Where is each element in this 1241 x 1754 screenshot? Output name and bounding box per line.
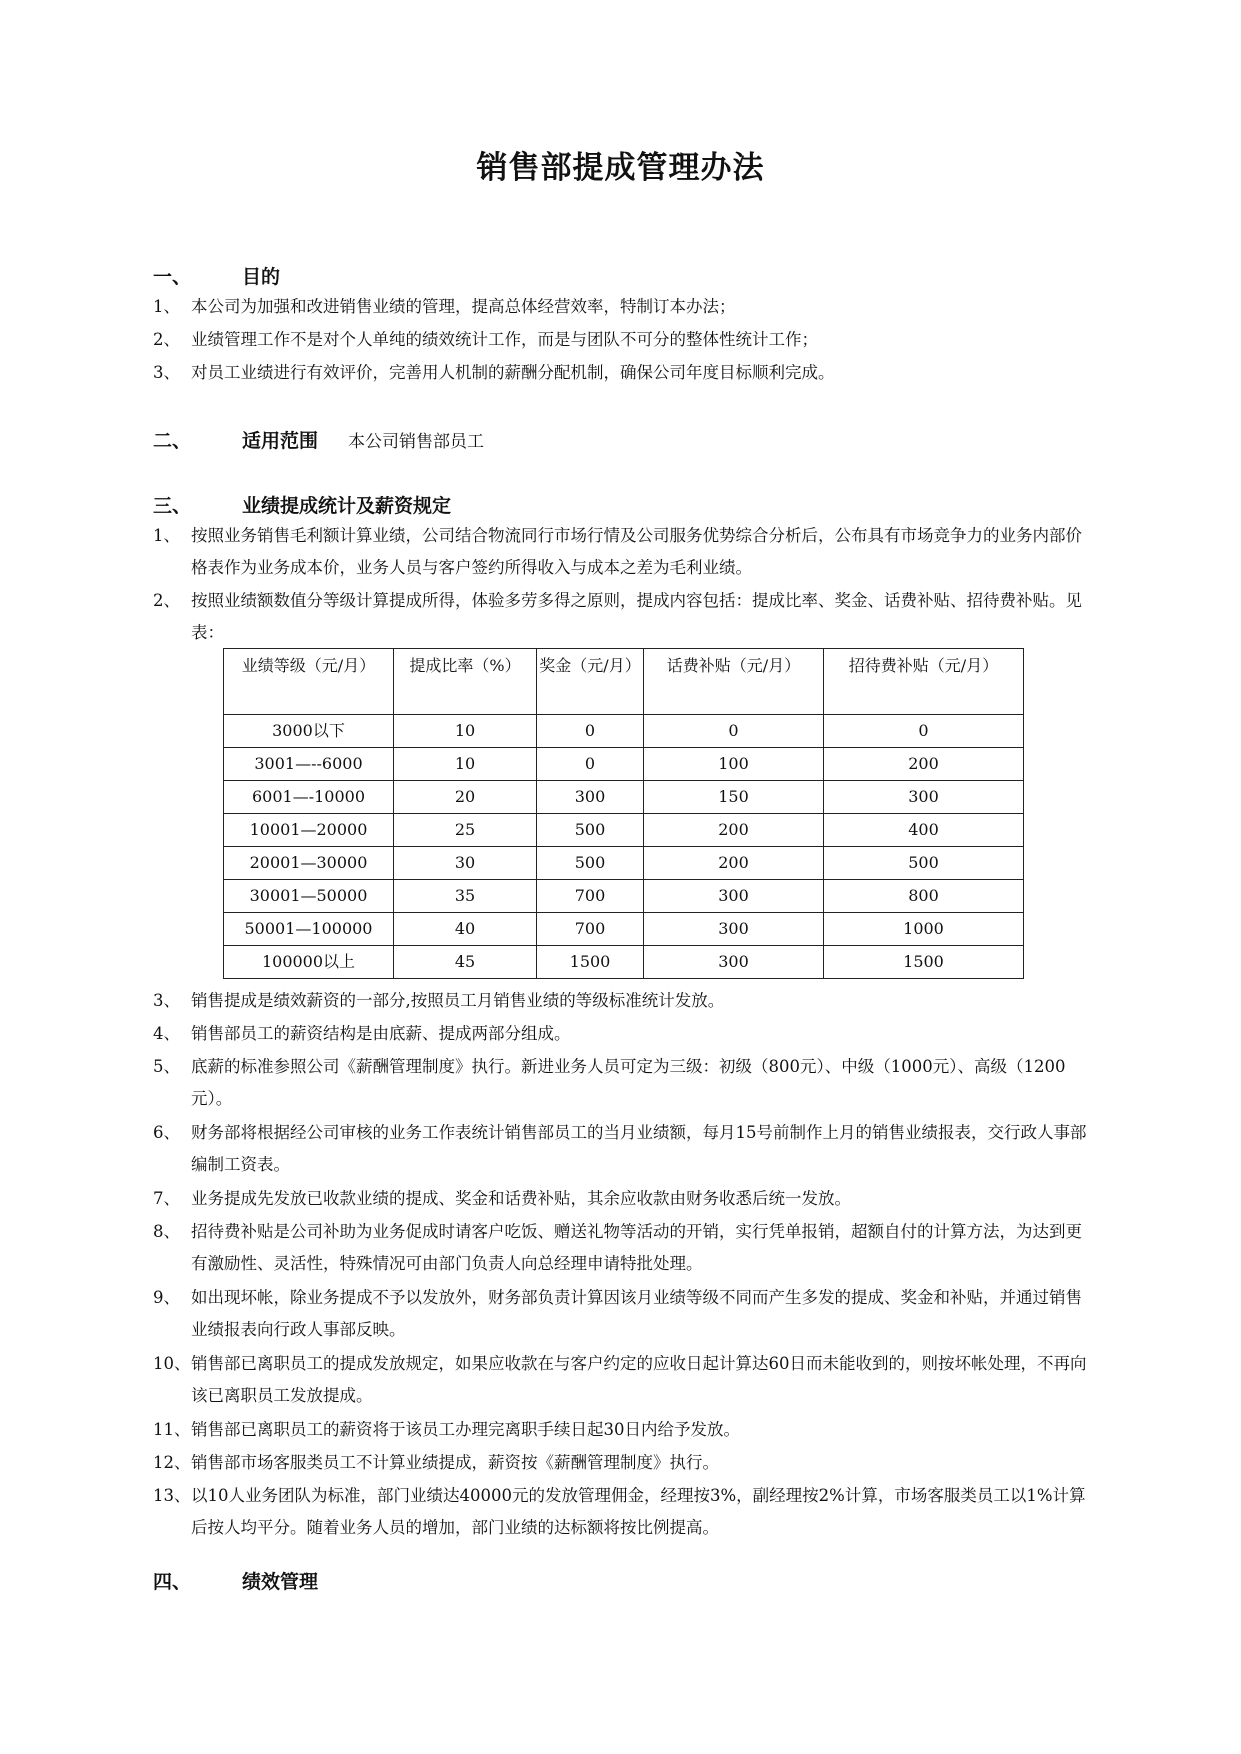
item-text: 招待费补贴是公司补助为业务促成时请客户吃饭、赠送礼物等活动的开销，实行凭单报销，超额自付的计算方法，为达到更有激励性、灵活性，特殊情况可由部门负责人向总经理申请特批处理。 bbox=[191, 1222, 1082, 1273]
item-text: 销售部已离职员工的薪资将于该员工办理完离职手续日起30日内给予发放。 bbox=[191, 1420, 740, 1439]
list-item bbox=[153, 1282, 1093, 1346]
table-cell: 0 bbox=[537, 748, 644, 781]
table-cell: 0 bbox=[644, 715, 824, 748]
item-text: 销售部已离职员工的提成发放规定，如果应收款在与客户约定的应收日起计算达60日而未能收到的，则按坏帐处理，不再向该已离职员工发放提成。 bbox=[191, 1354, 1087, 1405]
list-item bbox=[153, 291, 1093, 323]
item-text: 对员工业绩进行有效评价，完善用人机制的薪酬分配机制，确保公司年度目标顺利完成。 bbox=[191, 363, 835, 382]
table-cell: 400 bbox=[824, 814, 1024, 847]
table-row bbox=[224, 814, 1024, 847]
list-item bbox=[153, 1018, 1093, 1050]
item-text: 按照业绩额数值分等级计算提成所得，体验多劳多得之原则，提成内容包括：提成比率、奖金、话费补贴、招待费补贴。见表： bbox=[191, 591, 1082, 642]
section-title: 适用范围 bbox=[242, 430, 319, 452]
table-cell: 10001—20000 bbox=[224, 814, 394, 847]
section-title: 绩效管理 bbox=[242, 1571, 319, 1593]
list-item bbox=[153, 1183, 1093, 1215]
list-item bbox=[153, 585, 1093, 649]
table-row bbox=[224, 946, 1024, 979]
table-row bbox=[224, 913, 1024, 946]
item-number: 9、 bbox=[153, 1288, 180, 1307]
table-row bbox=[224, 880, 1024, 913]
item-number: 5、 bbox=[153, 1057, 180, 1076]
section-title: 目的 bbox=[242, 266, 281, 288]
list-item bbox=[153, 1480, 1093, 1544]
item-text: 销售部市场客服类员工不计算业绩提成，薪资按《薪酬管理制度》执行。 bbox=[191, 1453, 719, 1472]
item-text: 底薪的标准参照公司《薪酬管理制度》执行。新进业务人员可定为三级：初级（800元）、中级（1000元）、高级（1200元）。 bbox=[191, 1057, 1066, 1108]
section-title: 业绩提成统计及薪资规定 bbox=[242, 495, 452, 517]
table-header-cell: 招待费补贴（元/月） bbox=[824, 649, 1024, 715]
list-item bbox=[153, 1216, 1093, 1280]
section-number: 三、 bbox=[153, 495, 192, 517]
list-item bbox=[153, 1051, 1093, 1115]
table-header-cell: 奖金（元/月） bbox=[537, 649, 644, 715]
table-row bbox=[224, 715, 1024, 748]
section-heading-scope bbox=[153, 426, 484, 453]
table-row bbox=[224, 847, 1024, 880]
section-heading-purpose bbox=[153, 262, 280, 289]
list-item bbox=[153, 1414, 1093, 1446]
table-cell: 10 bbox=[394, 715, 537, 748]
table-cell: 50001—100000 bbox=[224, 913, 394, 946]
item-number: 12、 bbox=[153, 1453, 191, 1472]
item-number: 1、 bbox=[153, 297, 180, 316]
table-cell: 700 bbox=[537, 913, 644, 946]
table-cell: 100 bbox=[644, 748, 824, 781]
document-title: 销售部提成管理办法 bbox=[476, 150, 765, 186]
table-cell: 1000 bbox=[824, 913, 1024, 946]
item-text: 如出现坏帐，除业务提成不予以发放外，财务部负责计算因该月业绩等级不同而产生多发的提成、奖金和补贴，并通过销售业绩报表向行政人事部反映。 bbox=[191, 1288, 1082, 1339]
table-cell: 200 bbox=[824, 748, 1024, 781]
table-cell: 0 bbox=[824, 715, 1024, 748]
item-text: 本公司为加强和改进销售业绩的管理，提高总体经营效率，特制订本办法； bbox=[191, 297, 736, 316]
table-cell: 700 bbox=[537, 880, 644, 913]
list-item bbox=[153, 357, 1093, 389]
scope-text: 本公司销售部员工 bbox=[348, 432, 485, 452]
table-cell: 3000以下 bbox=[224, 715, 394, 748]
item-text: 财务部将根据经公司审核的业务工作表统计销售部员工的当月业绩额，每月15号前制作上月的销售业绩报表，交行政人事部编制工资表。 bbox=[191, 1123, 1087, 1174]
table-cell: 200 bbox=[644, 847, 824, 880]
table-cell: 300 bbox=[644, 880, 824, 913]
item-number: 13、 bbox=[153, 1486, 191, 1505]
item-number: 10、 bbox=[153, 1354, 191, 1373]
item-text: 按照业务销售毛利额计算业绩，公司结合物流同行市场行情及公司服务优势综合分析后，公布具有市场竞争力的业务内部价格表作为业务成本价，业务人员与客户签约所得收入与成本之差为毛利业绩。 bbox=[191, 526, 1082, 577]
table-cell: 20 bbox=[394, 781, 537, 814]
table-header-cell: 提成比率（%） bbox=[394, 649, 537, 715]
item-text: 销售提成是绩效薪资的一部分,按照员工月销售业绩的等级标准统计发放。 bbox=[191, 991, 725, 1010]
table-cell: 300 bbox=[824, 781, 1024, 814]
table-cell: 20001—30000 bbox=[224, 847, 394, 880]
section-heading-rules bbox=[153, 491, 451, 518]
table-cell: 3001—--6000 bbox=[224, 748, 394, 781]
table-cell: 800 bbox=[824, 880, 1024, 913]
item-text: 业绩管理工作不是对个人单纯的绩效统计工作，而是与团队不可分的整体性统计工作； bbox=[191, 330, 818, 349]
table-cell: 30 bbox=[394, 847, 537, 880]
table-cell: 300 bbox=[537, 781, 644, 814]
list-item bbox=[153, 1117, 1093, 1181]
table-cell: 300 bbox=[644, 913, 824, 946]
table-row bbox=[224, 781, 1024, 814]
table-header-cell: 话费补贴（元/月） bbox=[644, 649, 824, 715]
section-number: 四、 bbox=[153, 1571, 192, 1593]
item-number: 7、 bbox=[153, 1189, 180, 1208]
item-number: 11、 bbox=[153, 1420, 191, 1439]
item-text: 业务提成先发放已收款业绩的提成、奖金和话费补贴，其余应收款由财务收悉后统一发放。 bbox=[191, 1189, 851, 1208]
table-cell: 500 bbox=[537, 847, 644, 880]
item-number: 2、 bbox=[153, 591, 180, 610]
list-item bbox=[153, 520, 1093, 584]
table-cell: 30001—50000 bbox=[224, 880, 394, 913]
list-item bbox=[153, 324, 1093, 356]
item-number: 4、 bbox=[153, 1024, 180, 1043]
section-number: 一、 bbox=[153, 266, 192, 288]
table-header-cell: 业绩等级（元/月） bbox=[224, 649, 394, 715]
table-cell: 0 bbox=[537, 715, 644, 748]
table-cell: 35 bbox=[394, 880, 537, 913]
table-cell: 300 bbox=[644, 946, 824, 979]
table-cell: 40 bbox=[394, 913, 537, 946]
table-cell: 1500 bbox=[537, 946, 644, 979]
table-cell: 500 bbox=[537, 814, 644, 847]
item-number: 3、 bbox=[153, 363, 180, 382]
list-item bbox=[153, 985, 1093, 1017]
item-text: 销售部员工的薪资结构是由底薪、提成两部分组成。 bbox=[191, 1024, 571, 1043]
table-cell: 200 bbox=[644, 814, 824, 847]
item-text: 以10人业务团队为标准，部门业绩达40000元的发放管理佣金，经理按3%，副经理按2%计算，市场客服类员工以1%计算后按人均平分。随着业务人员的增加，部门业绩的达标额将按比例提高。 bbox=[191, 1486, 1086, 1537]
table-cell: 1500 bbox=[824, 946, 1024, 979]
item-number: 6、 bbox=[153, 1123, 180, 1142]
commission-table bbox=[223, 648, 1024, 979]
item-number: 8、 bbox=[153, 1222, 180, 1241]
table-cell: 150 bbox=[644, 781, 824, 814]
item-number: 3、 bbox=[153, 991, 180, 1010]
table-cell: 500 bbox=[824, 847, 1024, 880]
item-number: 2、 bbox=[153, 330, 180, 349]
list-item bbox=[153, 1348, 1093, 1412]
table-cell: 100000以上 bbox=[224, 946, 394, 979]
table-cell: 6001—-10000 bbox=[224, 781, 394, 814]
section-number: 二、 bbox=[153, 430, 192, 452]
table-header-row bbox=[224, 649, 1024, 715]
table-cell: 10 bbox=[394, 748, 537, 781]
item-number: 1、 bbox=[153, 526, 180, 545]
table-cell: 45 bbox=[394, 946, 537, 979]
section-heading-performance bbox=[153, 1567, 318, 1594]
table-cell: 25 bbox=[394, 814, 537, 847]
table-row bbox=[224, 748, 1024, 781]
list-item bbox=[153, 1447, 1093, 1479]
